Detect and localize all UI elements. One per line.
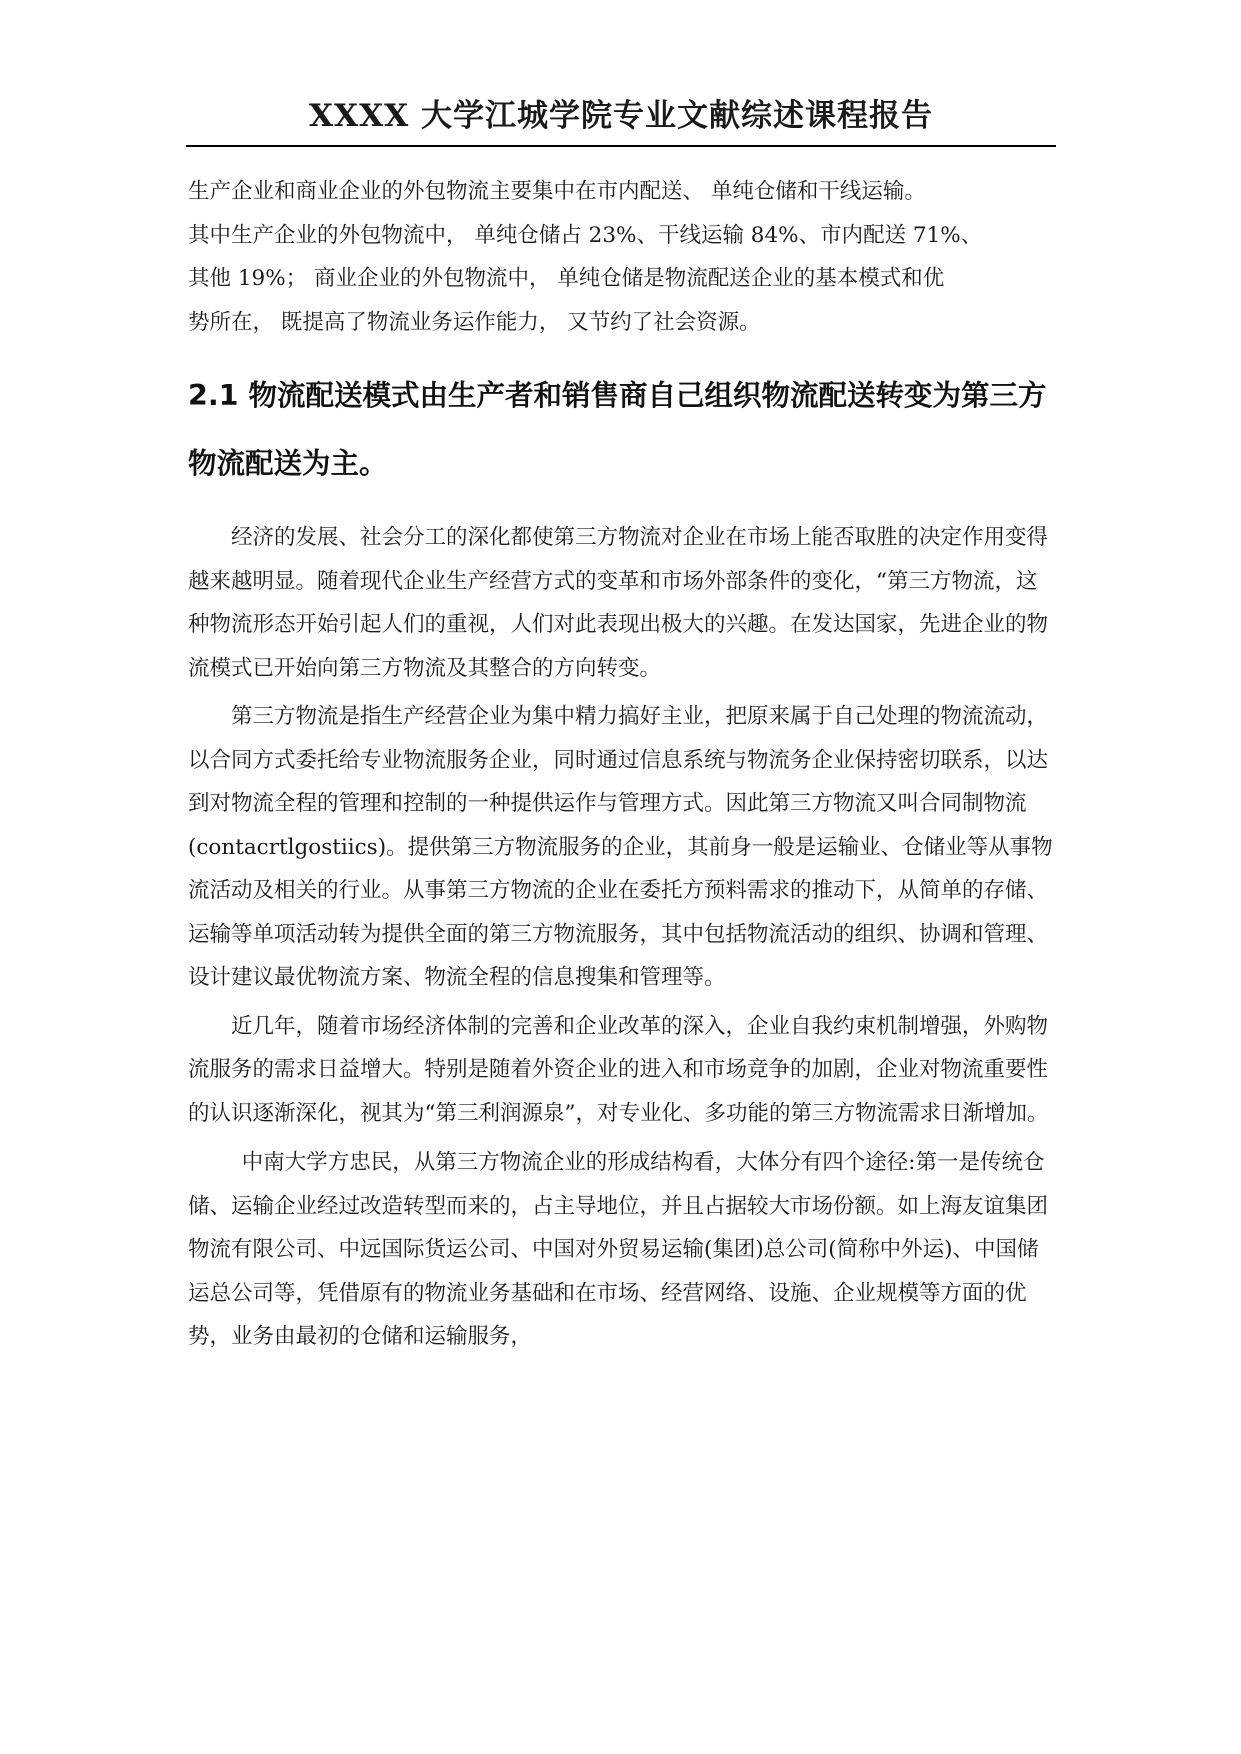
intro-block: [188, 170, 1054, 344]
intro-line: 生产企业和商业企业的外包物流主要集中在市内配送、 单纯仓储和干线运输。: [188, 179, 926, 204]
body-paragraph: 近几年，随着市场经济体制的完善和企业改革的深入，企业自我约束机制增强，外购物流服务的需求日益增大。特别是随着外资企业的进入和市场竞争的加剧，企业对物流重要性的认识逐渐深化，视其为“第三利润源泉”，对专业化、多功能的第三方物流需求日渐增加。: [188, 1013, 1049, 1126]
page-header-title: XXXX 大学江城学院专业文献综述课程报告: [309, 98, 933, 134]
document-body: [188, 170, 1054, 1364]
intro-line: 其中生产企业的外包物流中， 单纯仓储占 23%、干线运输 84%、市内配送 71%、: [188, 222, 983, 248]
section-title: 物流配送模式由生产者和销售商自己组织物流配送转变为第三方物流配送为主。: [188, 379, 1047, 480]
section-heading: [188, 362, 1054, 498]
section-number: 2.1: [188, 379, 239, 412]
body-paragraphs: [188, 516, 1054, 1359]
intro-line: 势所在， 既提高了物流业务运作能力， 又节约了社会资源。: [188, 309, 761, 335]
intro-line: 其他 19%； 商业企业的外包物流中， 单纯仓储是物流配送企业的基本模式和优: [188, 266, 945, 291]
header-divider: [186, 145, 1056, 147]
body-paragraph: 经济的发展、社会分工的深化都使第三方物流对企业在市场上能否取胜的决定作用变得越来越明显。随着现代企业生产经营方式的变革和市场外部条件的变化，“第三方物流，这种物流形态开始引起人们的重视，人们对此表现出极大的兴趣。在发达国家，先进企业的物流模式已开始向第三方物流及其整合的方向转变。: [188, 525, 1049, 681]
body-paragraph: 中南大学方忠民，从第三方物流企业的形成结构看，大体分有四个途径:第一是传统仓储、运输企业经过改造转型而来的，占主导地位，并且占据较大市场份额。如上海友谊集团物流有限公司、中远国际货运公司、中国对外贸易运输(集团)总公司(简称中外运)、中国储运总公司等，凭借原有的物流业务基础和在市场、经营网络、设施、企业规模等方面的优势，业务由最初的仓储和运输服务，: [188, 1150, 1049, 1349]
body-paragraph: 第三方物流是指生产经营企业为集中精力搞好主业，把原来属于自己处理的物流流动，以合同方式委托给专业物流服务企业，同时通过信息系统与物流务企业保持密切联系，以达到对物流全程的管理和控制的一种提供运作与管理方式。因此第三方物流又叫合同制物流(contacrtlgostiics)。提供第三方物流服务的企业，其前身一般是运输业、仓储业等从事物流活动及相关的行业。从事第三方物流的企业在委托方预料需求的推动下，从简单的存储、运输等单项活动转为提供全面的第三方物流服务，其中包括物流活动的组织、协调和管理、设计建议最优物流方案、物流全程的信息搜集和管理等。: [188, 704, 1053, 990]
